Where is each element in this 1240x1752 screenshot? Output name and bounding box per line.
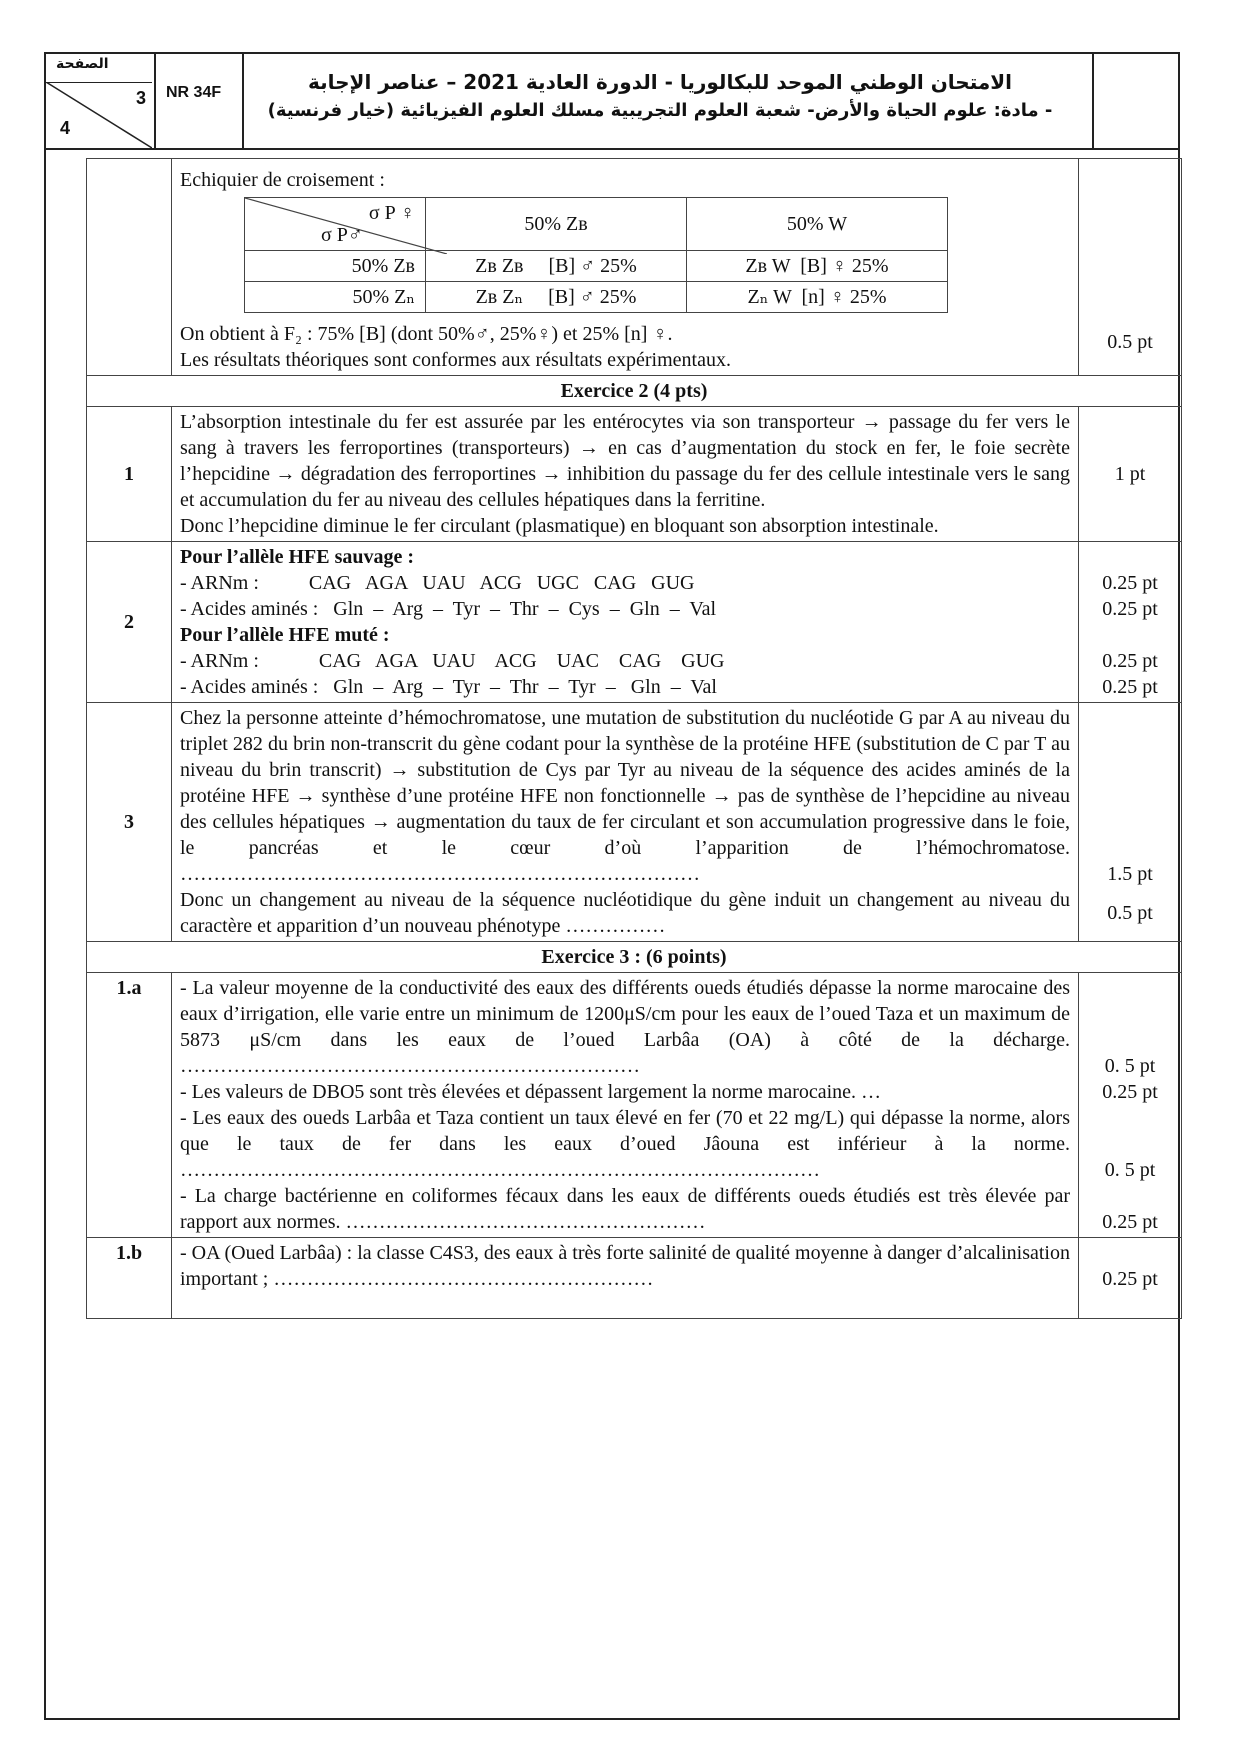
table-row <box>87 407 1182 542</box>
answer-text: - Les valeurs de DBO5 sont très élevées et dépassent largement la norme marocaine. … <box>180 1081 882 1103</box>
cross-cell <box>172 159 1079 376</box>
table-row <box>87 542 1182 703</box>
question-number: 1 <box>87 407 172 542</box>
answer-table <box>86 158 1182 1319</box>
corner-female: σ P ♀ <box>368 202 415 224</box>
mutant-arnm: - ARNm : CAG AGA UAU ACG UAC CAG GUG <box>180 650 725 672</box>
mutant-allele-title: Pour l’allèle HFE muté : <box>180 624 390 646</box>
cross-cell-1-1: Zʙ Zʙ [B] ♂ 25% <box>426 251 687 282</box>
page-label: الصفحة <box>56 56 109 72</box>
points: 0.25 pt <box>1102 1268 1158 1290</box>
exam-title <box>244 54 1076 148</box>
page-number: 3 <box>135 88 146 108</box>
points: 0.25 pt <box>1102 1211 1158 1233</box>
exercise-2-title: Exercice 2 (4 pts) <box>87 376 1182 407</box>
answer-text: - OA (Oued Larbâa) : la classe C4S3, des eaux à très forte salinité de qualité moyenne à danger d’alcalinisation important ; ………………………………………………… <box>180 1242 1070 1290</box>
exam-title-line1: الامتحان الوطني الموحد للبكالوريا - الدورة العادية 2021 – عناصر الإجابة <box>307 70 1013 94</box>
exercise-3-title: Exercice 3 : (6 points) <box>87 942 1182 973</box>
table-row <box>87 973 1182 1238</box>
points: 0.5 pt <box>1079 159 1182 376</box>
mutant-amino-acids: - Acides aminés : Gln – Arg – Tyr – Thr – Tyr – Gln – Val <box>180 676 717 698</box>
answer-text: Chez la personne atteinte d’hémochromatose, une mutation de substitution du nucléotide G par A au niveau du triplet 282 du brin non-transcrit du gène codant pour la synthèse de la protéine HFE (substitution de C par T au niveau du brin transcrit) → substitution de Cys par Tyr au niveau de la séquence des acides aminés de la protéine HFE → synthèse d’une protéine HFE non fonctionnelle → pas de synthèse de l’hepcidine au niveau des cellules hépatiques → augmentation du taux de fer circulant et son accumulation progressive dans le foie, le pancréas et le cœur d’où l’apparition de l’hémochromatose. …………………………………………………………………… <box>180 707 1070 885</box>
answer-text: L’absorption intestinale du fer est assurée par les entérocytes via son transporteur → passage du fer vers le sang à travers les ferroportines (transporteurs) → en cas d’augmentation du stock en fer, le foie secrète l’hepcidine → dégradation des ferroportines → inhibition du passage du fer des cellule intestinale vers le sang et accumulation du fer au niveau des cellules hépatiques dans la ferritine. <box>180 411 1070 511</box>
crossing-grid <box>244 197 948 313</box>
page-total: 4 <box>60 118 71 138</box>
col-head-1: 50% Zʙ <box>426 198 687 251</box>
points: 0.25 pt <box>1102 572 1158 594</box>
exam-code-box <box>156 54 244 148</box>
answer-text: - Les eaux des oueds Larbâa et Taza contient un taux élevé en fer (70 et 22 mg/L) qui dépasse la norme, alors que le taux de fer dans les eaux d’oued Jâouna est inférieur à la norme. …………………………………………………………………………………… <box>180 1107 1070 1181</box>
answer-conclusion: Donc un changement au niveau de la séquence nucléotidique du gène induit un changement au niveau du caractère et apparition d’un nouveau phénotype …………… <box>180 889 1070 937</box>
cross-cell-2-2: Zₙ W [n] ♀ 25% <box>687 282 948 313</box>
row-head-2: 50% Zₙ <box>245 282 426 313</box>
crossing-corner <box>245 198 426 251</box>
table-row <box>87 159 1182 376</box>
table-row <box>87 703 1182 942</box>
header-right-box <box>1092 54 1178 148</box>
wild-allele-title: Pour l’allèle HFE sauvage : <box>180 546 415 568</box>
cross-heading: Echiquier de croisement : <box>180 169 385 191</box>
points: 1.5 pt <box>1107 863 1153 885</box>
row-head-1: 50% Zʙ <box>245 251 426 282</box>
points: 0.5 pt <box>1107 902 1153 924</box>
exam-title-line2: - مادة: علوم الحياة والأرض- شعبة العلوم التجريبية مسلك العلوم الفيزيائية (خيار فرنسية) <box>267 100 1053 121</box>
page-header <box>44 52 1180 150</box>
points: 0.25 pt <box>1102 1081 1158 1103</box>
cross-conclusion: Les résultats théoriques sont conformes aux résultats expérimentaux. <box>180 349 731 371</box>
cross-cell-2-1: Zʙ Zₙ [B] ♂ 25% <box>426 282 687 313</box>
exam-code: NR 34F <box>166 84 222 101</box>
question-number: 1.a <box>87 973 172 1238</box>
question-number: 3 <box>87 703 172 942</box>
wild-arnm: - ARNm : CAG AGA UAU ACG UGC CAG GUG <box>180 572 695 594</box>
wild-amino-acids: - Acides aminés : Gln – Arg – Tyr – Thr – Cys – Gln – Val <box>180 598 716 620</box>
cross-cell-1-2: Zʙ W [B] ♀ 25% <box>687 251 948 282</box>
points: 0.25 pt <box>1102 650 1158 672</box>
question-number: 2 <box>87 542 172 703</box>
answer-text: - La valeur moyenne de la conductivité des eaux des différents oueds étudiés dépasse la norme marocaine des eaux d’irrigation, elle varie entre un minimum de 1200μS/cm pour les eaux de l’oued Taza et un maximum de 5873 μS/cm dans les eaux de l’oued Larbâa (OA) à côté de la décharge. …………………………………………………………… <box>180 977 1070 1077</box>
corner-male: σ P♂ <box>321 224 363 246</box>
answer-conclusion: Donc l’hepcidine diminue le fer circulant (plasmatique) en bloquant son absorption intestinale. <box>180 515 939 537</box>
col-head-2: 50% W <box>687 198 948 251</box>
points: 0. 5 pt <box>1104 1159 1156 1181</box>
page-number-box <box>46 54 156 148</box>
points: 1 pt <box>1079 407 1182 542</box>
table-row <box>87 1238 1182 1319</box>
cross-result: On obtient à F₂ : 75% [B] (dont 50%♂, 25%♀) et 25% [n] ♀. <box>180 323 673 345</box>
table-row <box>87 942 1182 973</box>
answer-text: - La charge bactérienne en coliformes fécaux dans les eaux de différents oueds étudiés est très élevée par rapport aux normes. ……………………………………………… <box>180 1185 1070 1233</box>
points: 0.25 pt <box>1102 598 1158 620</box>
points: 0.25 pt <box>1102 676 1158 698</box>
points: 0. 5 pt <box>1104 1055 1156 1077</box>
question-number: 1.b <box>87 1238 172 1319</box>
table-row <box>87 376 1182 407</box>
